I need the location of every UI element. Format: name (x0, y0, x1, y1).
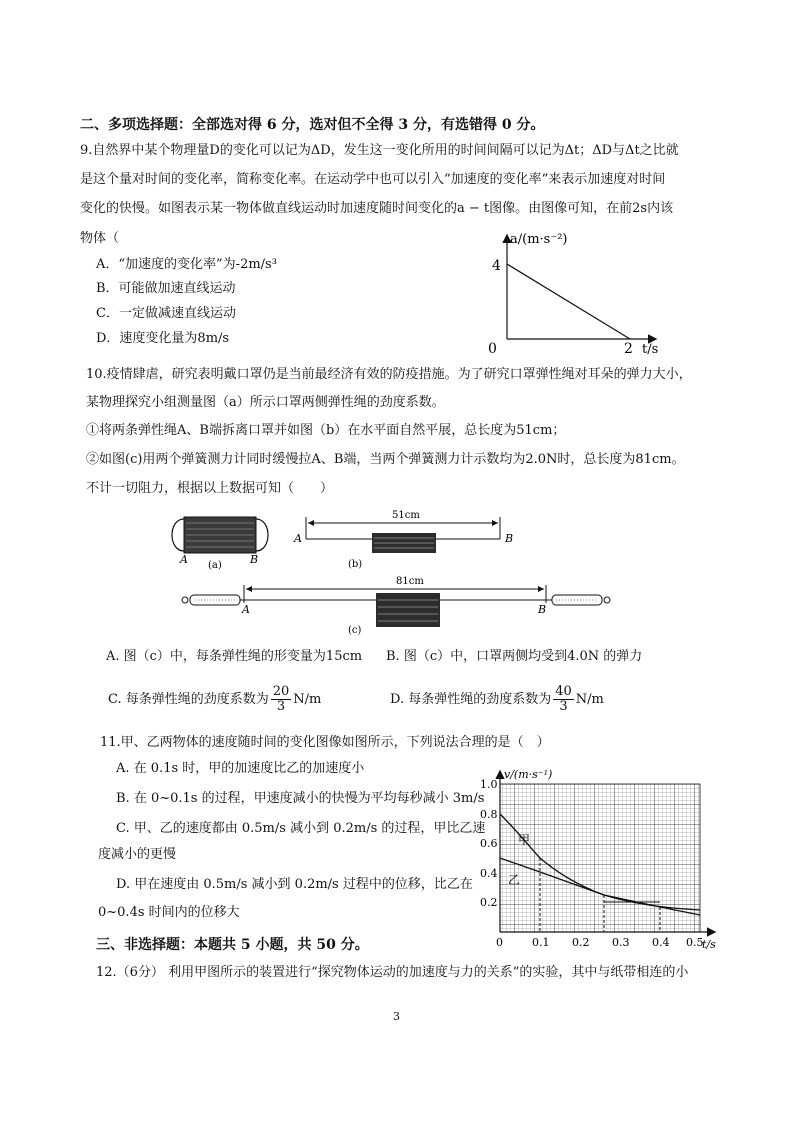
section2-heading: 二、多项选择题：全部选对得 6 分，选对但不全得 3 分，有选错得 0 分。 (80, 117, 545, 133)
q10-line5: 不计一切阻力，根据以上数据可知（ ） (86, 481, 334, 496)
q10-option-d-fraction: $\frac{40}{3}$ (555, 684, 572, 714)
q11-vt-graph (474, 764, 720, 960)
svg-text:A: A (294, 532, 302, 545)
q10-option-c-fraction: $\frac{20}{3}$ (272, 684, 290, 714)
q11-option-c1: C. 甲、乙的速度都由 0.5m/s 减小到 0.2m/s 的过程，甲比乙速 (116, 821, 486, 836)
svg-text:1.0: 1.0 (480, 778, 498, 791)
q10-len-b: 51cm (392, 510, 420, 521)
q10-line3: ①将两条弹性绳A、B端拆离口罩并如图（b）在水平面自然平展，总长度为51cm； (86, 423, 566, 438)
q9-line (507, 264, 630, 339)
q11-grid (500, 784, 700, 932)
q9-at-graph (470, 226, 670, 361)
q9-line4: 物体（ (80, 231, 120, 246)
section3-heading: 三、非选择题：本题共 5 小题，共 50 分。 (96, 937, 369, 953)
svg-text:A: A (180, 553, 188, 566)
q10-fig-c (182, 576, 610, 636)
svg-text:0.3: 0.3 (612, 936, 630, 949)
q10-option-d: D. 每条弹性绳的劲度系数为 $\frac{40}{3}$ N/m (390, 684, 604, 714)
q10-option-a: A. 图（c）中，每条弹性绳的形变量为15cm (106, 649, 363, 664)
q9-xtick: 2 (624, 341, 633, 357)
svg-text:0: 0 (496, 936, 503, 949)
q11-option-d1: D. 甲在速度由 0.5m/s 减小到 0.2m/s 过程中的位移，比乙在 (116, 877, 473, 892)
q9-option-d: D．速度变化量为8m/s (96, 331, 230, 346)
q10-line4: ②如图(c)用两个弹簧测力计同时缓慢拉A、B端，当两个弹簧测力计示数均为2.0N时，总长度为81cm。 (86, 452, 685, 467)
q9-line3: 变化的快慢。如图表示某一物体做直线运动时加速度随时间变化的a − t图像。由图像可知，在前2s内该 (80, 201, 674, 216)
q10-line1: 10.疫情肆虐，研究表明戴口罩仍是当前最经济有效的防疫措施。为了研究口罩弹性绳对耳朵的弹力大小， (86, 367, 692, 382)
spring-scale-left (190, 595, 240, 605)
q9-option-a: A．“加速度的变化率”为-2m/s³ (96, 257, 277, 272)
q10-line2: 某物理探究小组测量图（a）所示口罩两侧弹性绳的劲度系数。 (86, 395, 445, 410)
q11-option-a: A. 在 0.1s 时，甲的加速度比乙的加速度小 (116, 761, 365, 776)
q10-option-b: B. 图（c）中，口罩两侧均受到4.0N 的弹力 (386, 649, 643, 664)
svg-text:0.2: 0.2 (572, 936, 590, 949)
q11-line1: 11.甲、乙两物体的速度随时间的变化图像如图所示，下列说法合理的是（ ） (100, 735, 550, 750)
page-number: 3 (393, 1010, 400, 1023)
svg-text:A: A (242, 603, 250, 616)
svg-text:(c): (c) (348, 625, 362, 636)
svg-text:B: B (250, 553, 259, 566)
q9-option-c: C．一定做减速直线运动 (96, 306, 236, 321)
q10-option-c: C. 每条弹性绳的劲度系数为 $\frac{20}{3}$ N/m (108, 684, 322, 714)
q9-xlabel: t/s (642, 342, 659, 357)
q12-line1: 12.（6分） 利用甲图所示的装置进行“探究物体运动的加速度与力的关系”的实验，其中与纸带相连的小 (96, 965, 689, 980)
q9-option-b: B．可能做加速直线运动 (96, 281, 236, 296)
q10-figures (160, 505, 630, 640)
svg-text:0.4: 0.4 (480, 867, 498, 880)
q9-line2: 是这个量对时间的变化率，简称变化率。在运动学中也可以引入“加速度的变化率”来表示加速度对时间 (80, 172, 666, 187)
svg-text:B: B (505, 532, 514, 545)
q9-ylabel: a/(m·s⁻²) (510, 232, 568, 247)
q11-option-d2: 0~0.4s 时间内的位移大 (98, 905, 240, 920)
q9-ytick: 4 (492, 258, 501, 274)
svg-text:0.2: 0.2 (480, 896, 498, 909)
svg-text:0.1: 0.1 (532, 936, 550, 949)
q9-line1: 9.自然界中某个物理量D的变化可以记为ΔD，发生这一变化所用的时间间隔可以记为Δt；ΔD与Δt之比就 (80, 143, 679, 158)
q11-option-c2: 度减小的更慢 (98, 847, 177, 862)
svg-text:(a): (a) (208, 560, 222, 571)
q11-label-yi: 乙 (508, 873, 521, 887)
q11-xlabel: t/s (702, 938, 716, 951)
svg-text:B: B (538, 603, 547, 616)
svg-text:0.4: 0.4 (652, 936, 670, 949)
svg-text:(b): (b) (348, 559, 363, 570)
svg-text:0.8: 0.8 (480, 808, 498, 821)
svg-text:0.5: 0.5 (686, 936, 704, 949)
q11-option-b: B. 在 0~0.1s 的过程，甲速度减小的快慢为平均每秒减小 3m/s (116, 791, 485, 806)
q11-ylabel: v/(m·s⁻¹) (504, 768, 553, 781)
q10-fig-a (172, 517, 268, 571)
q9-origin: 0 (488, 341, 497, 357)
q10-len-c: 81cm (396, 576, 424, 587)
q11-label-jia: 甲 (518, 833, 531, 847)
q10-fig-b (293, 510, 513, 570)
svg-text:0.6: 0.6 (480, 837, 498, 850)
